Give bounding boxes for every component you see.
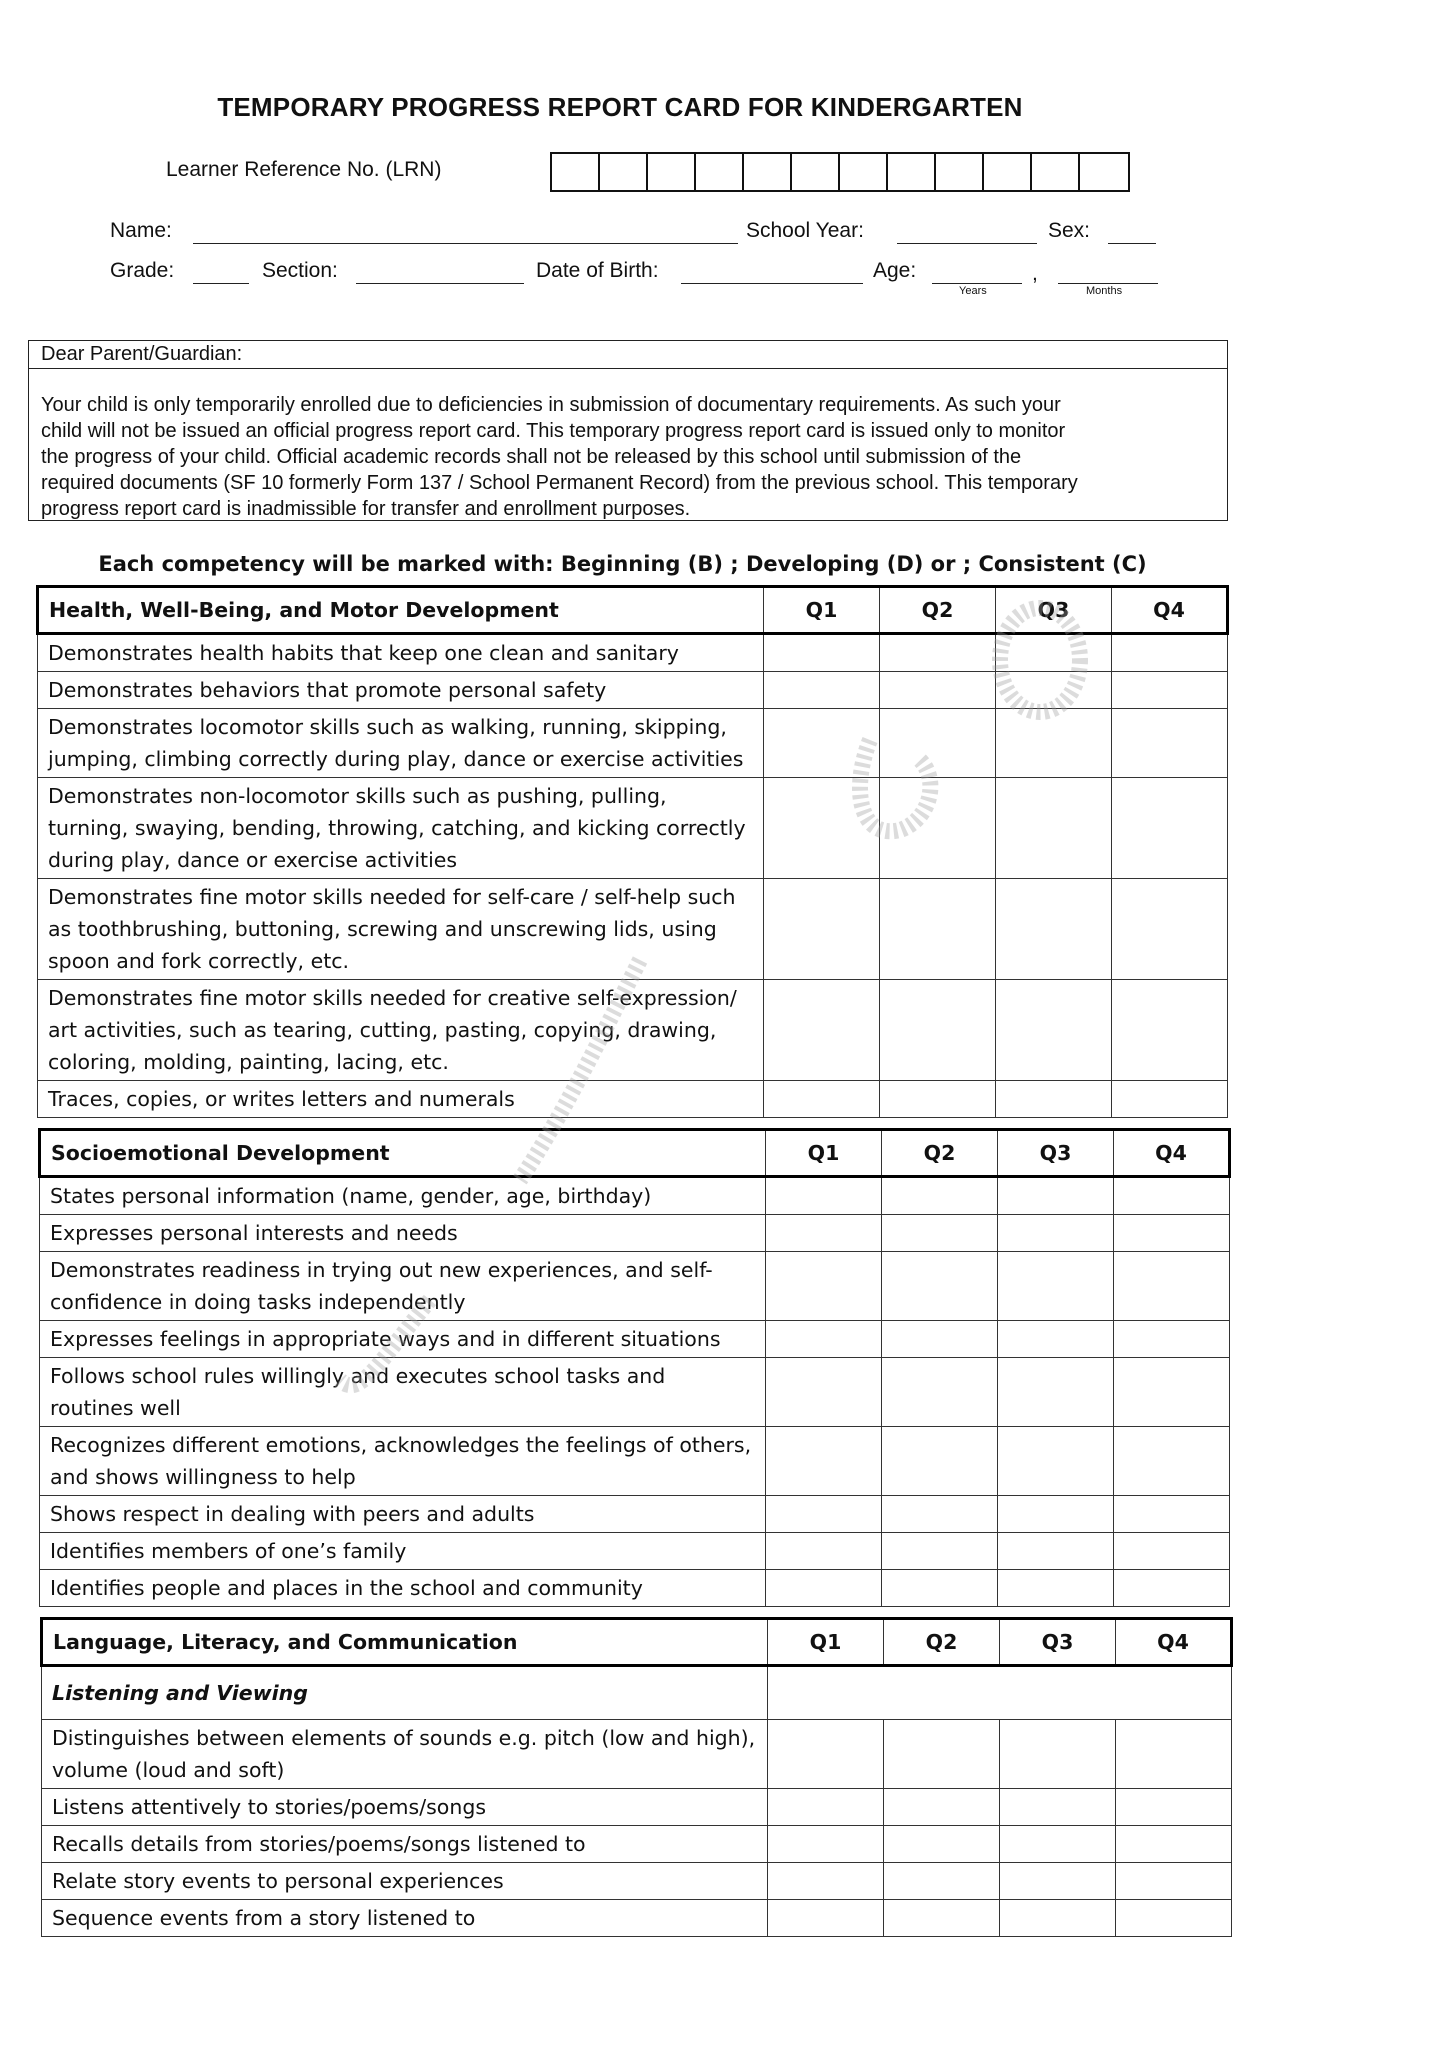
grade-cell-q1[interactable] xyxy=(768,1900,884,1937)
grade-cell-q3[interactable] xyxy=(996,778,1112,879)
grade-cell-q3[interactable] xyxy=(998,1215,1114,1252)
name-label: Name: xyxy=(110,219,172,242)
lrn-digit-box[interactable] xyxy=(744,154,792,190)
lrn-digit-box[interactable] xyxy=(552,154,600,190)
competency-text: Demonstrates fine motor skills needed for creative self-expression/ art activities, such as tearing, cutting, pasting, copying, drawing, coloring, molding, painting, lacing, etc. xyxy=(38,980,764,1081)
competency-text: Expresses feelings in appropriate ways and in different situations xyxy=(40,1321,766,1358)
notice-line: child will not be issued an official progress report card. This temporary progress report card is issued only to monitor xyxy=(41,420,1066,442)
competency-table-socioemotional xyxy=(38,1128,1231,1607)
grade-cell-q1[interactable] xyxy=(768,1826,884,1863)
grade-cell-q3[interactable] xyxy=(1000,1863,1116,1900)
grade-cell-q1[interactable] xyxy=(766,1570,882,1607)
quarter-header-q2: Q2 xyxy=(884,1619,1000,1666)
lrn-label: Learner Reference No. (LRN) xyxy=(166,158,442,181)
competency-text: Traces, copies, or writes letters and numerals xyxy=(38,1081,764,1118)
grade-cell-q3[interactable] xyxy=(996,672,1112,709)
grade-cell-q3[interactable] xyxy=(996,709,1112,778)
age-years-field[interactable] xyxy=(932,283,1022,284)
quarter-header-q4: Q4 xyxy=(1114,1130,1230,1177)
competency-row xyxy=(40,1177,1230,1215)
grade-cell-q1[interactable] xyxy=(768,1863,884,1900)
years-caption: Years xyxy=(959,285,987,297)
competency-table-language xyxy=(40,1617,1233,1937)
grade-cell-q1[interactable] xyxy=(764,980,880,1081)
grade-cell-q4[interactable] xyxy=(1112,634,1228,672)
quarter-header-q4: Q4 xyxy=(1116,1619,1232,1666)
grade-cell-q2[interactable] xyxy=(880,709,996,778)
grade-cell-q3[interactable] xyxy=(998,1570,1114,1607)
competency-text: Shows respect in dealing with peers and adults xyxy=(40,1496,766,1533)
grade-cell-q1[interactable] xyxy=(764,634,880,672)
grade-cell-q3[interactable] xyxy=(996,1081,1112,1118)
competency-row xyxy=(40,1358,1230,1427)
grade-field[interactable] xyxy=(193,283,249,284)
competency-row xyxy=(38,1081,1228,1118)
grade-cell-q4[interactable] xyxy=(1116,1789,1232,1826)
grade-cell-q3[interactable] xyxy=(998,1496,1114,1533)
section-title: Socioemotional Development xyxy=(40,1130,766,1177)
competency-row xyxy=(40,1215,1230,1252)
grade-cell-q4[interactable] xyxy=(1114,1252,1230,1321)
grade-cell-q4[interactable] xyxy=(1116,1826,1232,1863)
competency-row xyxy=(38,634,1228,672)
grade-cell-q4[interactable] xyxy=(1114,1427,1230,1496)
grade-cell-q1[interactable] xyxy=(764,672,880,709)
grade-cell-q1[interactable] xyxy=(764,1081,880,1118)
lrn-digit-box[interactable] xyxy=(600,154,648,190)
competency-text: Follows school rules willingly and executes school tasks and routines well xyxy=(40,1358,766,1427)
grade-cell-q4[interactable] xyxy=(1116,1900,1232,1937)
competency-text: Listens attentively to stories/poems/songs xyxy=(42,1789,768,1826)
lrn-digit-box[interactable] xyxy=(840,154,888,190)
quarter-header-q3: Q3 xyxy=(996,587,1112,634)
grade-cell-q3[interactable] xyxy=(996,980,1112,1081)
grade-cell-q1[interactable] xyxy=(766,1177,882,1215)
date-of-birth-field[interactable] xyxy=(681,283,863,284)
competency-row xyxy=(38,778,1228,879)
competency-table-health xyxy=(36,585,1229,1118)
competency-row xyxy=(42,1789,1232,1826)
quarter-header-q2: Q2 xyxy=(882,1130,998,1177)
grade-cell-q1[interactable] xyxy=(766,1358,882,1427)
grade-cell-q1[interactable] xyxy=(766,1252,882,1321)
competency-text: Expresses personal interests and needs xyxy=(40,1215,766,1252)
section-title: Language, Literacy, and Communication xyxy=(42,1619,768,1666)
competency-row xyxy=(42,1826,1232,1863)
grade-cell-q1[interactable] xyxy=(766,1533,882,1570)
grade-cell-q4[interactable] xyxy=(1114,1358,1230,1427)
competency-text: Demonstrates health habits that keep one clean and sanitary xyxy=(38,634,764,672)
notice-divider xyxy=(29,368,1227,369)
grade-cell-q3[interactable] xyxy=(1000,1720,1116,1789)
grade-cell-q4[interactable] xyxy=(1112,879,1228,980)
grade-cell-q3[interactable] xyxy=(1000,1826,1116,1863)
grade-cell-q2[interactable] xyxy=(882,1177,998,1215)
quarter-header-q3: Q3 xyxy=(998,1130,1114,1177)
competency-row xyxy=(42,1900,1232,1937)
grade-cell-q1[interactable] xyxy=(764,709,880,778)
school-year-label: School Year: xyxy=(746,219,864,242)
competency-row xyxy=(40,1252,1230,1321)
competency-text: Demonstrates readiness in trying out new experiences, and self-confidence in doing tasks independently xyxy=(40,1252,766,1321)
grade-cell-q4[interactable] xyxy=(1114,1321,1230,1358)
grade-cell-q4[interactable] xyxy=(1112,778,1228,879)
competency-text: Relate story events to personal experiences xyxy=(42,1863,768,1900)
quarter-header-q1: Q1 xyxy=(768,1619,884,1666)
age-months-field[interactable] xyxy=(1058,283,1158,284)
grade-cell-q2[interactable] xyxy=(880,672,996,709)
competency-text: Recognizes different emotions, acknowledges the feelings of others, and shows willingness to help xyxy=(40,1427,766,1496)
competency-text: Identifies members of one’s family xyxy=(40,1533,766,1570)
grade-cell-q2[interactable] xyxy=(880,778,996,879)
grade-cell-q1[interactable] xyxy=(766,1427,882,1496)
quarter-header-q1: Q1 xyxy=(766,1130,882,1177)
grade-cell-q4[interactable] xyxy=(1112,980,1228,1081)
report-card-title: TEMPORARY PROGRESS REPORT CARD FOR KINDERGARTEN xyxy=(217,92,1023,122)
date-of-birth-label: Date of Birth: xyxy=(536,259,659,282)
sex-field[interactable] xyxy=(1108,243,1156,244)
competency-row xyxy=(40,1496,1230,1533)
name-field[interactable] xyxy=(193,243,738,244)
grade-cell-q2[interactable] xyxy=(882,1358,998,1427)
grade-cell-q3[interactable] xyxy=(1000,1900,1116,1937)
grade-cell-q3[interactable] xyxy=(996,879,1112,980)
competency-row xyxy=(38,879,1228,980)
competency-text: Demonstrates behaviors that promote personal safety xyxy=(38,672,764,709)
lrn-digit-box[interactable] xyxy=(936,154,984,190)
section-label: Section: xyxy=(262,259,338,282)
competency-row xyxy=(40,1533,1230,1570)
grade-cell-q2[interactable] xyxy=(880,879,996,980)
grade-cell-q3[interactable] xyxy=(1000,1789,1116,1826)
notice-line: required documents (SF 10 formerly Form 137 / School Permanent Record) from the previous school. This temporary xyxy=(41,472,1078,494)
subsection-blank xyxy=(768,1666,1232,1720)
grade-cell-q2[interactable] xyxy=(882,1252,998,1321)
competency-text: Demonstrates locomotor skills such as walking, running, skipping, jumping, climbing correctly during play, dance or exercise activities xyxy=(38,709,764,778)
competency-text: Demonstrates fine motor skills needed for self-care / self-help such as toothbrushing, buttoning, screwing and unscrewing lids, using spoon and fork correctly, etc. xyxy=(38,879,764,980)
grade-cell-q4[interactable] xyxy=(1116,1720,1232,1789)
lrn-digit-box[interactable] xyxy=(888,154,936,190)
notice-line: progress report card is inadmissible for transfer and enrollment purposes. xyxy=(41,498,691,520)
lrn-digit-box[interactable] xyxy=(696,154,744,190)
quarter-header-q2: Q2 xyxy=(880,587,996,634)
grade-cell-q1[interactable] xyxy=(766,1496,882,1533)
grade-cell-q4[interactable] xyxy=(1114,1177,1230,1215)
grade-cell-q4[interactable] xyxy=(1114,1496,1230,1533)
age-separator: , xyxy=(1032,262,1038,285)
lrn-digit-box[interactable] xyxy=(792,154,840,190)
section-field[interactable] xyxy=(356,283,524,284)
grade-cell-q4[interactable] xyxy=(1114,1570,1230,1607)
grade-label: Grade: xyxy=(110,259,175,282)
grade-cell-q3[interactable] xyxy=(996,634,1112,672)
grade-cell-q2[interactable] xyxy=(884,1863,1000,1900)
grade-cell-q4[interactable] xyxy=(1114,1215,1230,1252)
grade-cell-q3[interactable] xyxy=(998,1358,1114,1427)
grade-cell-q3[interactable] xyxy=(998,1427,1114,1496)
grade-cell-q2[interactable] xyxy=(882,1427,998,1496)
grade-cell-q2[interactable] xyxy=(880,1081,996,1118)
notice-line: the progress of your child. Official academic records shall not be released by this school until submission of the xyxy=(41,446,1022,468)
competency-row xyxy=(38,709,1228,778)
grade-cell-q2[interactable] xyxy=(880,634,996,672)
grade-cell-q2[interactable] xyxy=(884,1720,1000,1789)
competency-text: Demonstrates non-locomotor skills such as pushing, pulling, turning, swaying, bending, throwing, catching, and kicking correctly during play, dance or exercise activities xyxy=(38,778,764,879)
quarter-header-q4: Q4 xyxy=(1112,587,1228,634)
notice-body xyxy=(41,392,1211,522)
lrn-input-boxes[interactable] xyxy=(550,152,1130,192)
grade-cell-q2[interactable] xyxy=(882,1215,998,1252)
competency-row xyxy=(42,1720,1232,1789)
competency-row xyxy=(40,1570,1230,1607)
marking-legend: Each competency will be marked with: Beginning (B) ; Developing (D) or ; Consistent (C) xyxy=(98,552,1147,576)
grade-cell-q2[interactable] xyxy=(882,1570,998,1607)
grade-cell-q1[interactable] xyxy=(766,1215,882,1252)
grade-cell-q4[interactable] xyxy=(1114,1533,1230,1570)
quarter-header-q1: Q1 xyxy=(764,587,880,634)
grade-cell-q2[interactable] xyxy=(884,1900,1000,1937)
grade-cell-q1[interactable] xyxy=(768,1720,884,1789)
grade-cell-q2[interactable] xyxy=(884,1789,1000,1826)
lrn-digit-box[interactable] xyxy=(1080,154,1128,190)
lrn-digit-box[interactable] xyxy=(984,154,1032,190)
grade-cell-q1[interactable] xyxy=(768,1789,884,1826)
grade-cell-q2[interactable] xyxy=(880,980,996,1081)
grade-cell-q4[interactable] xyxy=(1112,709,1228,778)
competency-text: Distinguishes between elements of sounds e.g. pitch (low and high), volume (loud and soft) xyxy=(42,1720,768,1789)
notice-greeting: Dear Parent/Guardian: xyxy=(41,343,243,365)
competency-text: Identifies people and places in the school and community xyxy=(40,1570,766,1607)
grade-cell-q1[interactable] xyxy=(764,879,880,980)
competency-text: Sequence events from a story listened to xyxy=(42,1900,768,1937)
competency-row xyxy=(40,1321,1230,1358)
competency-text: States personal information (name, gender, age, birthday) xyxy=(40,1177,766,1215)
sex-label: Sex: xyxy=(1048,219,1091,242)
competency-text: Recalls details from stories/poems/songs listened to xyxy=(42,1826,768,1863)
grade-cell-q4[interactable] xyxy=(1116,1863,1232,1900)
grade-cell-q3[interactable] xyxy=(998,1533,1114,1570)
quarter-header-q3: Q3 xyxy=(1000,1619,1116,1666)
grade-cell-q1[interactable] xyxy=(766,1321,882,1358)
lrn-digit-box[interactable] xyxy=(1032,154,1080,190)
months-caption: Months xyxy=(1086,285,1123,297)
grade-cell-q3[interactable] xyxy=(998,1177,1114,1215)
competency-row xyxy=(40,1427,1230,1496)
notice-line: Your child is only temporarily enrolled due to deficiencies in submission of documentary requirements. As such your xyxy=(41,394,1061,416)
subsection-title: Listening and Viewing xyxy=(42,1666,768,1720)
grade-cell-q2[interactable] xyxy=(882,1496,998,1533)
parent-notice-box xyxy=(28,340,1228,521)
grade-cell-q4[interactable] xyxy=(1112,672,1228,709)
grade-cell-q3[interactable] xyxy=(998,1321,1114,1358)
lrn-digit-box[interactable] xyxy=(648,154,696,190)
grade-cell-q1[interactable] xyxy=(764,778,880,879)
age-label: Age: xyxy=(873,259,917,282)
grade-cell-q2[interactable] xyxy=(882,1533,998,1570)
grade-cell-q2[interactable] xyxy=(882,1321,998,1358)
competency-row xyxy=(42,1863,1232,1900)
grade-cell-q3[interactable] xyxy=(998,1252,1114,1321)
competency-row xyxy=(38,980,1228,1081)
section-title: Health, Well-Being, and Motor Development xyxy=(38,587,764,634)
grade-cell-q2[interactable] xyxy=(884,1826,1000,1863)
grade-cell-q4[interactable] xyxy=(1112,1081,1228,1118)
competency-row xyxy=(38,672,1228,709)
school-year-field[interactable] xyxy=(897,243,1037,244)
